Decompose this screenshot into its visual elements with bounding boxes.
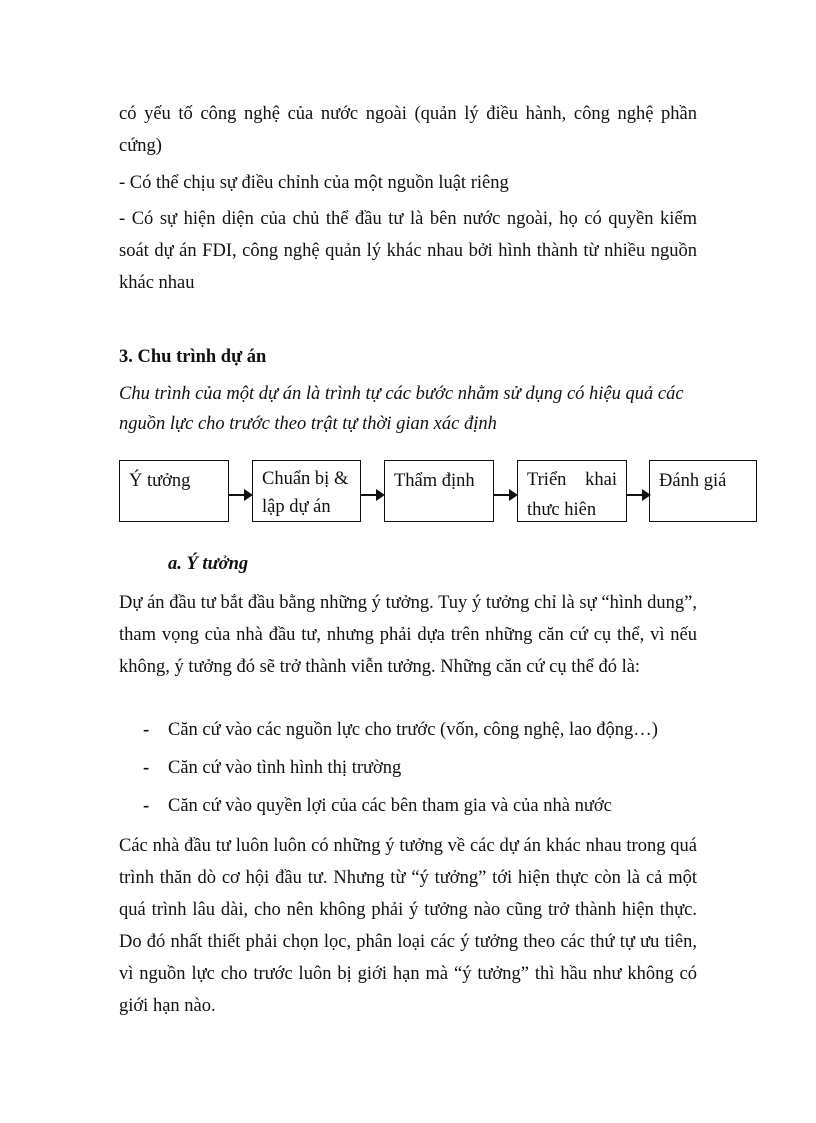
list-item-law: - Có thể chịu sự điều chỉnh của một nguồn luật riêng xyxy=(119,173,509,193)
paragraph-final: Các nhà đầu tư luôn luôn có những ý tưởng về các dự án khác nhau trong quá trình thăn dò cơ hội đầu tư. Nhưng từ “ý tưởng” tới hiện thực còn là cả một quá trình lâu dài, cho nên không phải ý tưởng nào cũng trở thành hiện thực. Do đó nhất thiết phải chọn lọc, phân loại các ý tưởng theo các thứ tự ưu tiên, vì nguồn lực cho trước luôn bị giới hạn mà “ý tưởng” thì hầu như không có giới hạn nào. xyxy=(119,836,697,1016)
flow-step-preparation-line1: Chuẩn bị & xyxy=(262,469,349,489)
flow-step-implementation-word2: khai xyxy=(585,470,617,490)
bullet-text: Căn cứ vào quyền lợi của các bên tham gia và của nhà nước xyxy=(168,796,612,816)
flow-step-appraisal xyxy=(384,460,494,522)
flow-step-implementation-line2: thưc hiên xyxy=(527,500,597,520)
flow-step-idea xyxy=(119,460,229,522)
flow-arrow-1 xyxy=(229,494,251,496)
paragraph-technology: có yếu tố công nghệ của nước ngoài (quản lý điều hành, công nghệ phần cứng) xyxy=(119,104,697,156)
bullet-text: Căn cứ vào các nguồn lực cho trước (vốn, công nghệ, lao động…) xyxy=(168,720,658,740)
subheading-idea: a. Ý tưởng xyxy=(168,554,249,574)
flow-step-preparation xyxy=(252,460,361,522)
flow-step-idea-label: Ý tưởng xyxy=(129,471,191,491)
flow-arrow-2 xyxy=(361,494,383,496)
flow-step-implementation xyxy=(517,460,627,522)
flow-step-preparation-line2: lập dự án xyxy=(262,497,331,517)
flow-step-evaluation xyxy=(649,460,757,522)
paragraph-idea: Dự án đầu tư bắt đầu bằng những ý tưởng. Tuy ý tưởng chỉ là sự “hình dung”, tham vọng của nhà đầu tư, nhưng phải dựa trên những căn cứ cụ thể, vì nếu không, ý tưởng đó sẽ trở thành viễn tưởng. Những căn cứ cụ thể đó là: xyxy=(119,593,697,677)
flow-arrow-4 xyxy=(627,494,649,496)
flow-arrow-3 xyxy=(494,494,516,496)
bullet-item xyxy=(143,718,658,742)
flow-step-appraisal-label: Thẩm định xyxy=(394,471,475,491)
bullet-item xyxy=(143,756,401,780)
flow-step-implementation-word1: Triển xyxy=(527,470,567,490)
section-intro: Chu trình của một dự án là trình tự các bước nhằm sử dụng có hiệu quả các nguồn lực cho trước theo trật tự thời gian xác định xyxy=(119,384,684,434)
bullet-dash: - xyxy=(143,796,150,816)
bullet-item xyxy=(143,794,612,818)
list-item-investor: - Có sự hiện diện của chủ thể đầu tư là bên nước ngoài, họ có quyền kiểm soát dự án FDI, công nghệ quản lý khác nhau bởi hình thành từ nhiều nguồn khác nhau xyxy=(119,209,697,293)
section-heading: 3. Chu trình dự án xyxy=(119,347,267,367)
flow-step-evaluation-label: Đánh giá xyxy=(659,471,727,491)
bullet-text: Căn cứ vào tình hình thị trường xyxy=(168,758,402,778)
bullet-dash: - xyxy=(143,720,150,740)
bullet-dash: - xyxy=(143,758,150,778)
